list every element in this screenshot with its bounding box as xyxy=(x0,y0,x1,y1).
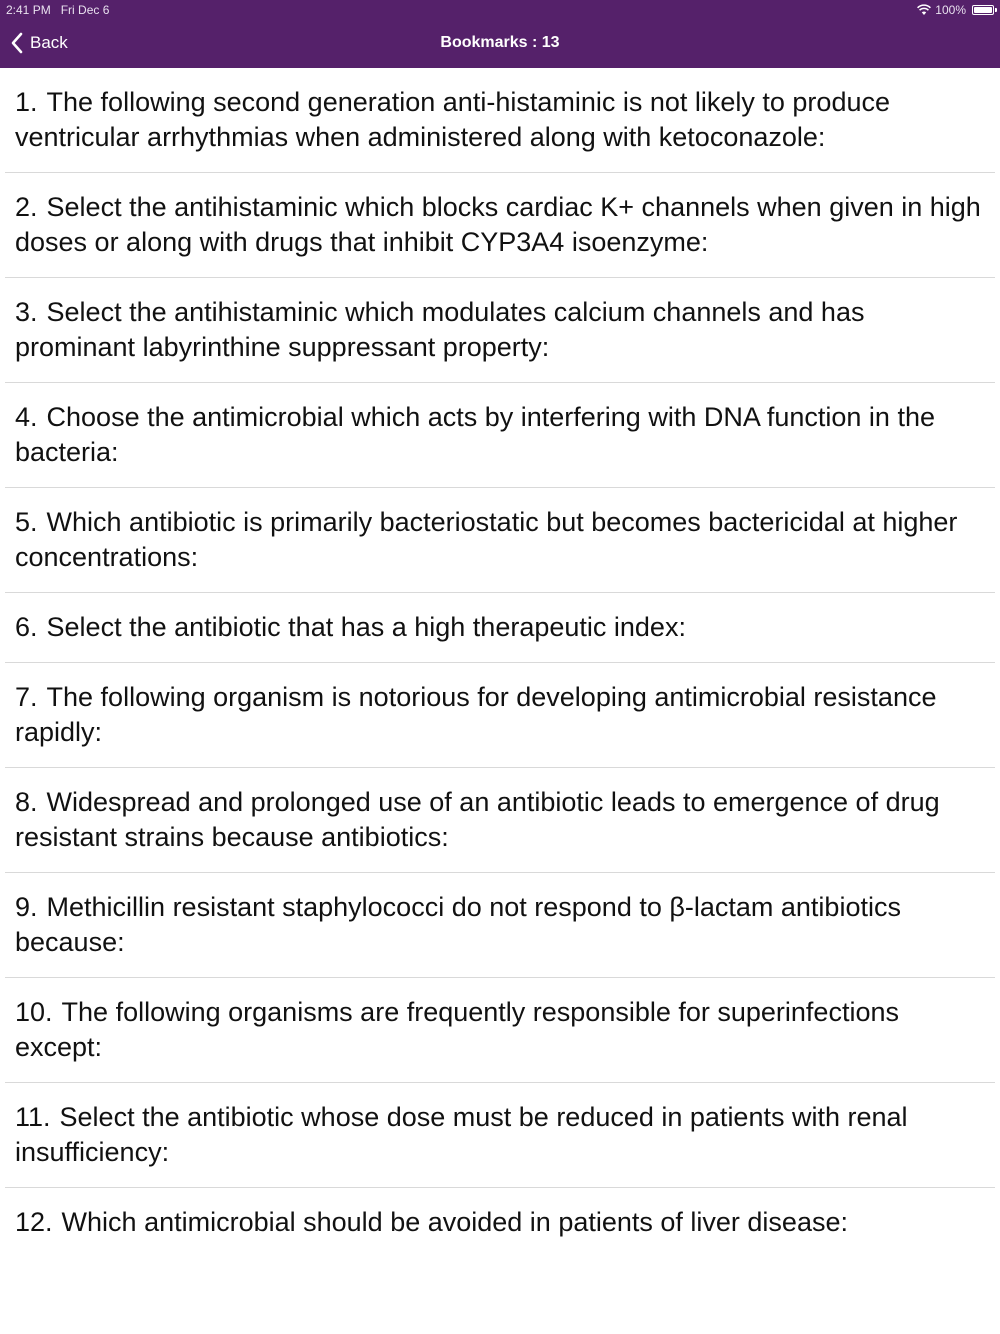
bookmark-question: Select the antibiotic that has a high therapeutic index: xyxy=(46,612,686,642)
bookmark-number: 5. xyxy=(15,507,38,537)
bookmark-number: 8. xyxy=(15,787,38,817)
bookmark-item[interactable] xyxy=(5,663,995,768)
bookmark-number: 12. xyxy=(15,1207,53,1237)
bookmark-number: 3. xyxy=(15,297,38,327)
back-button[interactable] xyxy=(10,32,68,54)
status-time xyxy=(6,0,109,20)
bookmark-number: 9. xyxy=(15,892,38,922)
bookmark-number: 6. xyxy=(15,612,38,642)
bookmark-number: 1. xyxy=(15,87,38,117)
bookmark-item[interactable] xyxy=(5,978,995,1083)
status-indicators xyxy=(917,0,994,20)
bookmark-item[interactable] xyxy=(5,593,995,663)
header xyxy=(0,0,1000,68)
bookmark-question: Which antibiotic is primarily bacteriostatic but becomes bactericidal at higher concentrations: xyxy=(15,507,958,572)
navigation-bar xyxy=(0,20,1000,68)
bookmark-question: The following organism is notorious for developing antimicrobial resistance rapidly: xyxy=(15,682,937,747)
battery-level-fill xyxy=(974,7,992,13)
bookmark-question: Select the antihistaminic which blocks cardiac K+ channels when given in high doses or along with drugs that inhibit CYP3A4 isoenzyme: xyxy=(15,192,981,257)
battery-cap xyxy=(995,8,997,12)
bookmark-question: Select the antihistaminic which modulates calcium channels and has prominant labyrinthine suppressant property: xyxy=(15,297,865,362)
bookmark-item[interactable] xyxy=(5,68,995,173)
wifi-icon xyxy=(917,4,931,16)
bookmark-item[interactable] xyxy=(5,873,995,978)
bookmark-item[interactable] xyxy=(5,1083,995,1188)
bookmark-question: Methicillin resistant staphylococci do not respond to β-lactam antibiotics because: xyxy=(15,892,901,957)
bookmark-item[interactable] xyxy=(5,173,995,278)
bookmark-item[interactable] xyxy=(5,278,995,383)
status-date: Fri Dec 6 xyxy=(60,3,110,17)
bookmark-question: The following second generation anti-histaminic is not likely to produce ventricular arrhythmias when administered along with ketoconazole: xyxy=(15,87,890,152)
chevron-left-icon xyxy=(10,32,24,54)
bookmark-item[interactable] xyxy=(5,488,995,593)
bookmark-question: Choose the antimicrobial which acts by interfering with DNA function in the bacteria: xyxy=(15,402,935,467)
back-label: Back xyxy=(30,33,68,52)
bookmark-question: Which antimicrobial should be avoided in patients of liver disease: xyxy=(61,1207,848,1237)
bookmark-item[interactable] xyxy=(5,768,995,873)
status-bar xyxy=(0,0,1000,20)
bookmark-list[interactable] xyxy=(0,68,1000,1240)
bookmark-item[interactable] xyxy=(5,383,995,488)
bookmark-number: 11. xyxy=(15,1102,51,1132)
page-title: Bookmarks : 13 xyxy=(440,34,560,51)
battery-icon xyxy=(972,5,994,15)
bookmark-number: 10. xyxy=(15,997,53,1027)
bookmark-question: Select the antibiotic whose dose must be reduced in patients with renal insufficiency: xyxy=(15,1102,908,1167)
bookmark-number: 7. xyxy=(15,682,38,712)
battery-percent: 100% xyxy=(935,3,966,17)
bookmark-number: 4. xyxy=(15,402,38,432)
bookmark-question: Widespread and prolonged use of an antibiotic leads to emergence of drug resistant strains because antibiotics: xyxy=(15,787,940,852)
bookmark-item[interactable] xyxy=(5,1188,995,1240)
bookmark-question: The following organisms are frequently responsible for superinfections except: xyxy=(15,997,899,1062)
bookmark-number: 2. xyxy=(15,192,38,222)
status-clock: 2:41 PM xyxy=(6,3,51,17)
